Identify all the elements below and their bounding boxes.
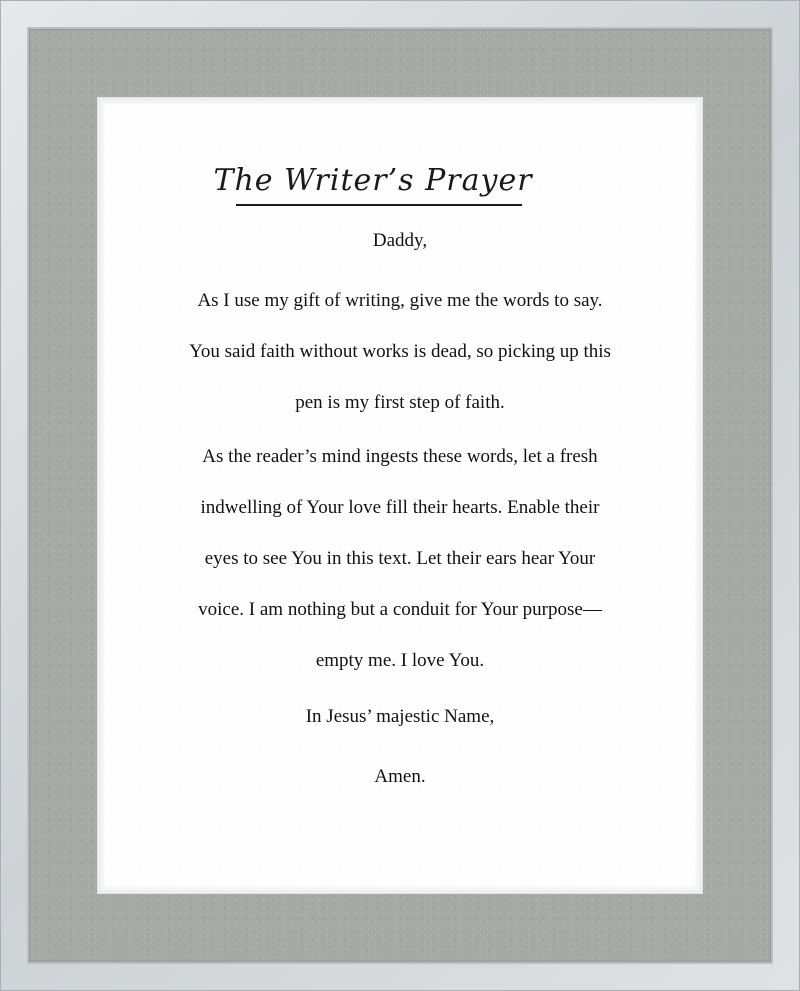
closing-line: In Jesus’ majestic Name,: [305, 706, 495, 727]
salutation-line: Daddy,: [372, 230, 428, 251]
document-title: The Writer’s Prayer: [213, 163, 533, 198]
title-underline: [236, 204, 522, 206]
prayer-line-1: As I use my gift of writing, give me the words to say.: [197, 290, 603, 311]
prayer-line-3: pen is my first step of faith.: [295, 392, 505, 413]
paper-sheet: [103, 103, 697, 888]
prayer-line-7: voice. I am nothing but a conduit for Your purpose—: [198, 599, 602, 620]
prayer-line-8: empty me. I love You.: [315, 650, 485, 671]
prayer-line-2: You said faith without works is dead, so picking up this: [189, 341, 611, 362]
prayer-line-4: As the reader’s mind ingests these words, let a fresh: [202, 446, 598, 467]
prayer-line-5: indwelling of Your love fill their hearts. Enable their: [200, 497, 600, 518]
amen-line: Amen.: [374, 766, 426, 787]
prayer-line-6: eyes to see You in this text. Let their ears hear Your: [204, 548, 596, 569]
